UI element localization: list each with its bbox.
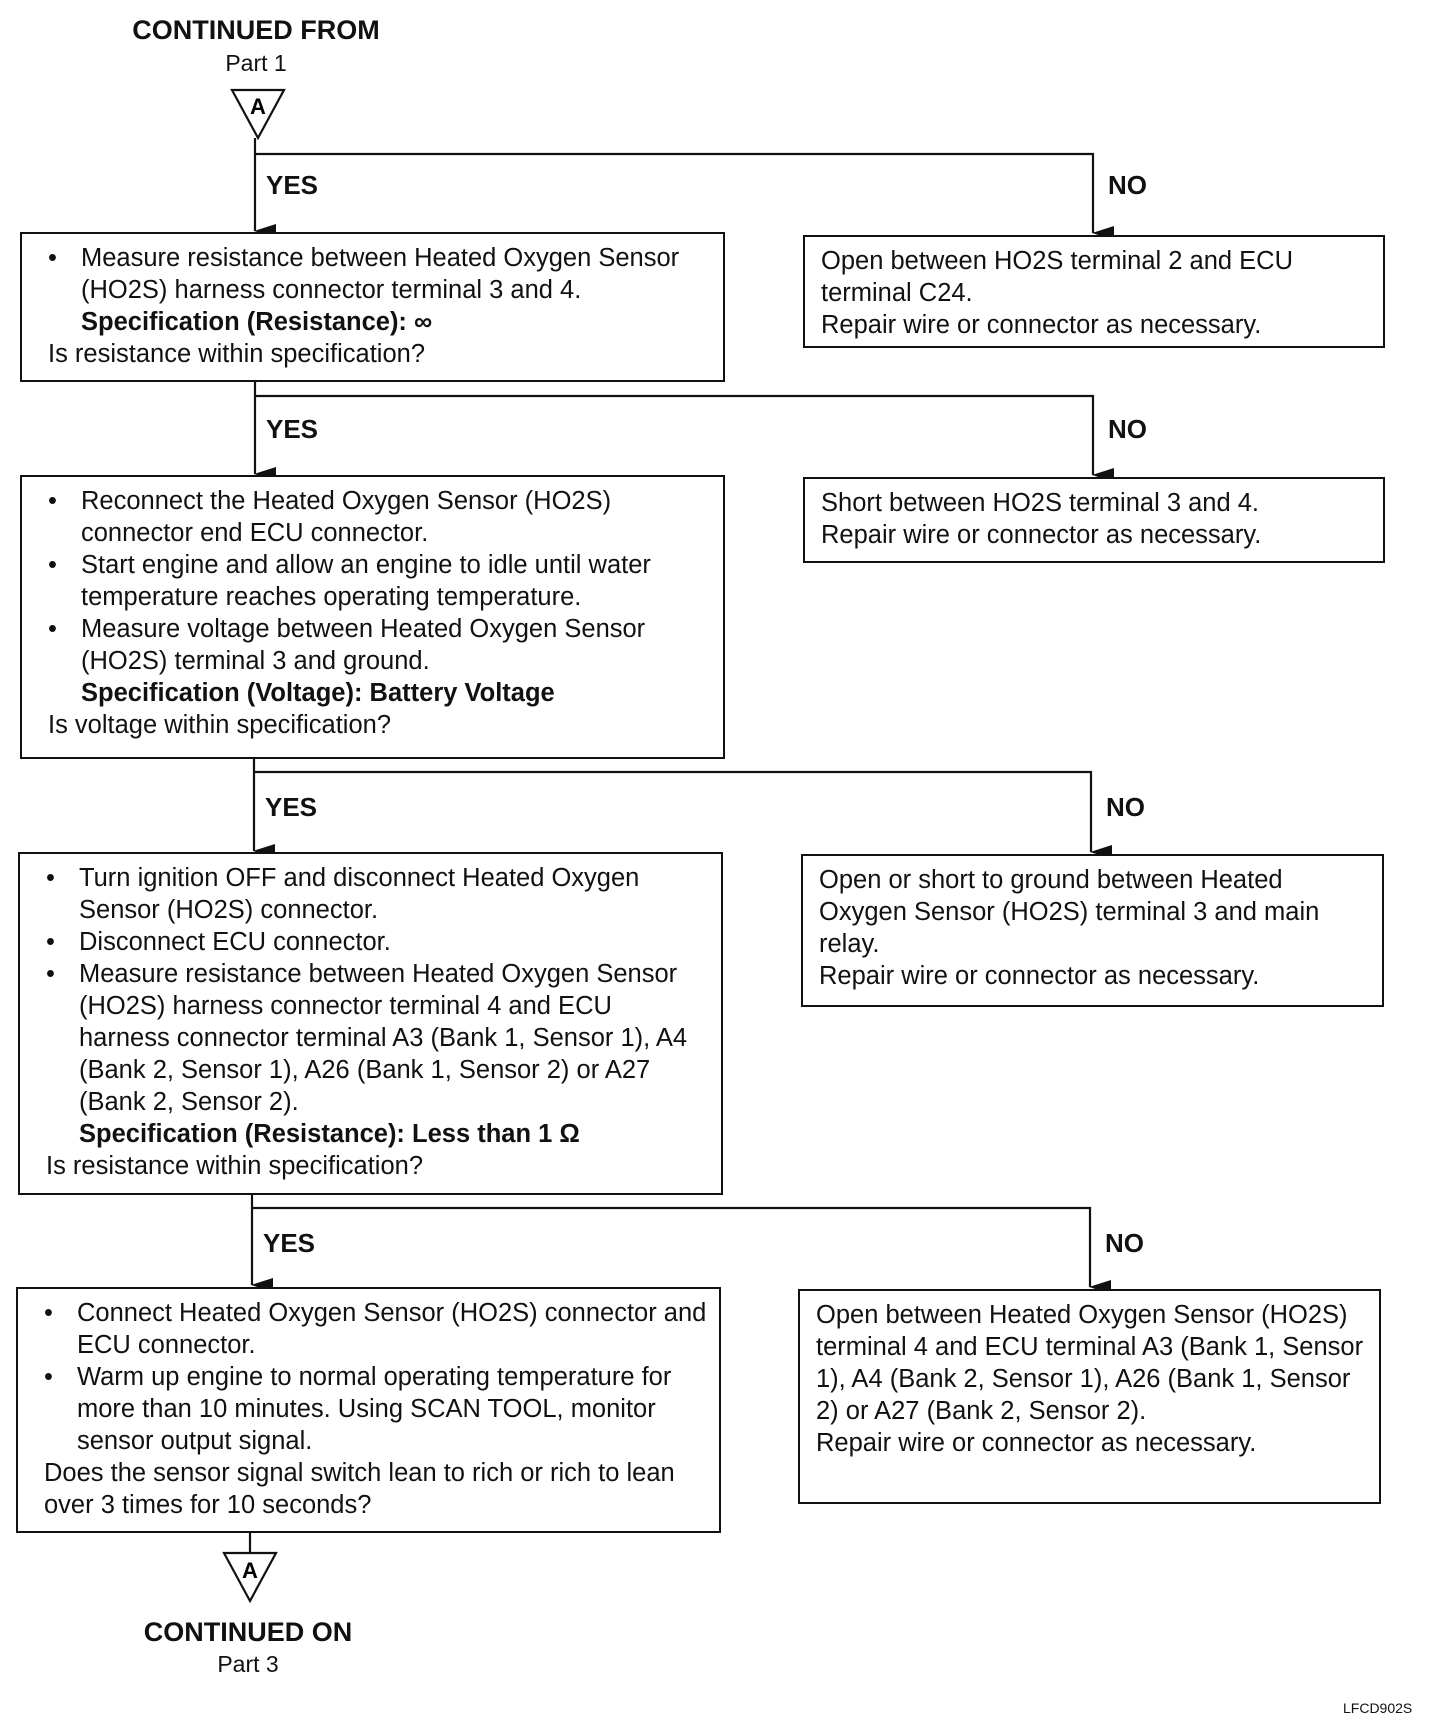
step-1-no-result: Open between HO2S terminal 2 and ECU terminal C24. (821, 247, 1293, 307)
step-4-question: Does the sensor signal switch lean to rich or rich to lean over 3 times for 10 seconds? (44, 1459, 675, 1519)
continued-on-part: Part 3 (217, 1651, 279, 1677)
step-3-bullet-2: • Disconnect ECU connector. (46, 926, 709, 958)
figure-code: LFCD902S (1343, 1700, 1413, 1716)
step-1-spec: Specification (Resistance): ∞ (81, 308, 433, 336)
step-4-no-result: Open between Heated Oxygen Sensor (HO2S) terminal 4 and ECU terminal A3 (Bank 1, Sensor 1), A4 (Bank 2, Sensor 1), A26 (Bank 1, Sensor 2) or A27 (Bank 2, Sensor 2). (816, 1301, 1364, 1425)
step-4-no-box (798, 1289, 1381, 1504)
step-2-no-result: Short between HO2S terminal 3 and 4. (821, 489, 1259, 517)
step-3-box (18, 852, 723, 1195)
step-2-bullet-2: • Start engine and allow an engine to idle until water temperature reaches operating temperature. (48, 549, 711, 613)
step-3-no-result: Open or short to ground between Heated Oxygen Sensor (HO2S) terminal 3 and main relay. (819, 866, 1320, 958)
step-2-question: Is voltage within specification? (48, 711, 392, 739)
step-3-spec: Specification (Resistance): Less than 1 Ω (79, 1120, 580, 1148)
connector-line (255, 154, 1093, 233)
yes-label-3: YES (265, 792, 318, 822)
no-label-1: NO (1108, 170, 1147, 200)
continued-on-title: CONTINUED ON (143, 1617, 353, 1647)
step-2-no-action: Repair wire or connector as necessary. (821, 521, 1262, 549)
step-3-no-box (801, 854, 1384, 1007)
connector-line (254, 772, 1091, 852)
offpage-connector-bottom (224, 1553, 276, 1601)
step-2-no-box (803, 477, 1385, 563)
step-3-question: Is resistance within specification? (46, 1152, 424, 1180)
step-4-bullet-2: • Warm up engine to normal operating temperature for more than 10 minutes. Using SCAN TOOL, monitor sensor output signal. (44, 1361, 707, 1457)
step-3-no-action: Repair wire or connector as necessary. (819, 962, 1260, 990)
step-4-no-action: Repair wire or connector as necessary. (816, 1429, 1257, 1457)
connector-line (255, 396, 1093, 475)
offpage-connector-top (232, 90, 284, 138)
svg-text:A: A (250, 94, 266, 119)
yes-label-2: YES (266, 414, 319, 444)
step-3-bullet-1: • Turn ignition OFF and disconnect Heated Oxygen Sensor (HO2S) connector. (46, 862, 709, 926)
step-2-bullet-3: • Measure voltage between Heated Oxygen Sensor (HO2S) terminal 3 and ground. (48, 613, 711, 677)
step-1-bullet-1: • Measure resistance between Heated Oxygen Sensor (HO2S) harness connector terminal 3 and 4. (48, 242, 711, 306)
step-2-spec: Specification (Voltage): Battery Voltage (81, 679, 555, 707)
no-label-2: NO (1108, 414, 1147, 444)
yes-label-4: YES (263, 1228, 316, 1258)
svg-text:A: A (242, 1558, 258, 1583)
step-1-question: Is resistance within specification? (48, 340, 426, 368)
step-2-bullet-1: • Reconnect the Heated Oxygen Sensor (HO2S) connector end ECU connector. (48, 485, 711, 549)
no-label-4: NO (1105, 1228, 1144, 1258)
step-1-no-box (803, 235, 1385, 348)
continued-from-title: CONTINUED FROM (132, 15, 380, 45)
step-3-bullet-3: • Measure resistance between Heated Oxygen Sensor (HO2S) harness connector terminal 4 and ECU harness connector terminal A3 (Bank 1, Sensor 1), A4 (Bank 2, Sensor 1), A26 (Bank 1, Sensor 2) or A27 (Bank 2, Sensor 2). (46, 958, 709, 1118)
step-4-box (16, 1287, 721, 1533)
connector-line (252, 1208, 1090, 1287)
continued-from-part: Part 1 (225, 50, 287, 76)
no-label-3: NO (1106, 792, 1145, 822)
step-1-no-action: Repair wire or connector as necessary. (821, 311, 1262, 339)
step-2-box (20, 475, 725, 759)
step-4-bullet-1: • Connect Heated Oxygen Sensor (HO2S) connector and ECU connector. (44, 1297, 707, 1361)
step-1-box (20, 232, 725, 382)
yes-label-1: YES (266, 170, 319, 200)
